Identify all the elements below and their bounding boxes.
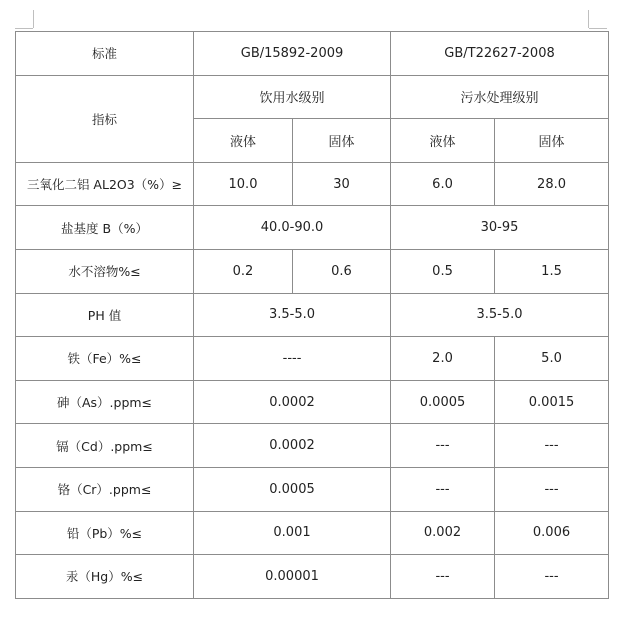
wastewater-liquid-header: 液体	[391, 119, 495, 163]
grade-drinking-cell: 饮用水级别	[194, 75, 391, 119]
indicator-label-cell: 指标	[16, 75, 194, 162]
table-row-basicity	[16, 206, 609, 250]
table-cell: ---	[391, 555, 495, 599]
standard-label-cell: 标准	[16, 32, 194, 76]
table-cell: 6.0	[391, 162, 495, 206]
table-cell: 0.2	[194, 249, 293, 293]
table-row-lead	[16, 511, 609, 555]
table-cell: ---	[391, 424, 495, 468]
table-cell: ---	[391, 467, 495, 511]
table-cell: 0.0002	[194, 424, 391, 468]
table-cell: 10.0	[194, 162, 293, 206]
drinking-solid-header: 固体	[293, 119, 391, 163]
crop-mark-top-right	[588, 10, 589, 28]
row-label: 铬（Cr）.ppm≤	[16, 467, 194, 511]
table-cell: 40.0-90.0	[194, 206, 391, 250]
standard-wastewater-cell: GB/T22627-2008	[391, 32, 609, 76]
crop-mark-top-left	[33, 10, 34, 28]
row-label: PH 值	[16, 293, 194, 337]
table-cell: 30-95	[391, 206, 609, 250]
table-row-standard	[16, 32, 609, 76]
table-cell: 0.0005	[391, 380, 495, 424]
row-label: 砷（As）.ppm≤	[16, 380, 194, 424]
table-row-ph	[16, 293, 609, 337]
table-row-iron	[16, 337, 609, 381]
table-cell: ---	[495, 555, 609, 599]
table-cell: 0.006	[495, 511, 609, 555]
table-row-al2o3	[16, 162, 609, 206]
table-row-arsenic	[16, 380, 609, 424]
table-cell: 1.5	[495, 249, 609, 293]
grade-wastewater-cell: 污水处理级别	[391, 75, 609, 119]
crop-mark-top-right-horizontal	[589, 28, 607, 29]
table-cell: 3.5-5.0	[391, 293, 609, 337]
row-label: 盐基度 B（%）	[16, 206, 194, 250]
standard-drinking-cell: GB/15892-2009	[194, 32, 391, 76]
row-label: 三氧化二铝 AL2O3（%）≥	[16, 162, 194, 206]
table-cell: 0.002	[391, 511, 495, 555]
table-cell: 5.0	[495, 337, 609, 381]
crop-mark-top-left-horizontal	[15, 28, 33, 29]
table-cell: 3.5-5.0	[194, 293, 391, 337]
table-cell: 0.00001	[194, 555, 391, 599]
row-label: 铁（Fe）%≤	[16, 337, 194, 381]
row-label: 镉（Cd）.ppm≤	[16, 424, 194, 468]
table-row-chromium	[16, 467, 609, 511]
table-cell: ----	[194, 337, 391, 381]
table-cell: ---	[495, 424, 609, 468]
table-row-cadmium	[16, 424, 609, 468]
wastewater-solid-header: 固体	[495, 119, 609, 163]
table-cell: 0.5	[391, 249, 495, 293]
table-cell: 0.0015	[495, 380, 609, 424]
row-label: 铅（Pb）%≤	[16, 511, 194, 555]
table-cell: 0.6	[293, 249, 391, 293]
table-cell: 30	[293, 162, 391, 206]
table-row-insoluble	[16, 249, 609, 293]
table-cell: 0.0005	[194, 467, 391, 511]
table-cell: ---	[495, 467, 609, 511]
drinking-liquid-header: 液体	[194, 119, 293, 163]
table-cell: 0.001	[194, 511, 391, 555]
row-label: 汞（Hg）%≤	[16, 555, 194, 599]
table-row-grade	[16, 75, 609, 119]
table-row-mercury	[16, 555, 609, 599]
table-cell: 0.0002	[194, 380, 391, 424]
table-cell: 2.0	[391, 337, 495, 381]
row-label: 水不溶物%≤	[16, 249, 194, 293]
specification-table	[15, 31, 609, 599]
table-cell: 28.0	[495, 162, 609, 206]
